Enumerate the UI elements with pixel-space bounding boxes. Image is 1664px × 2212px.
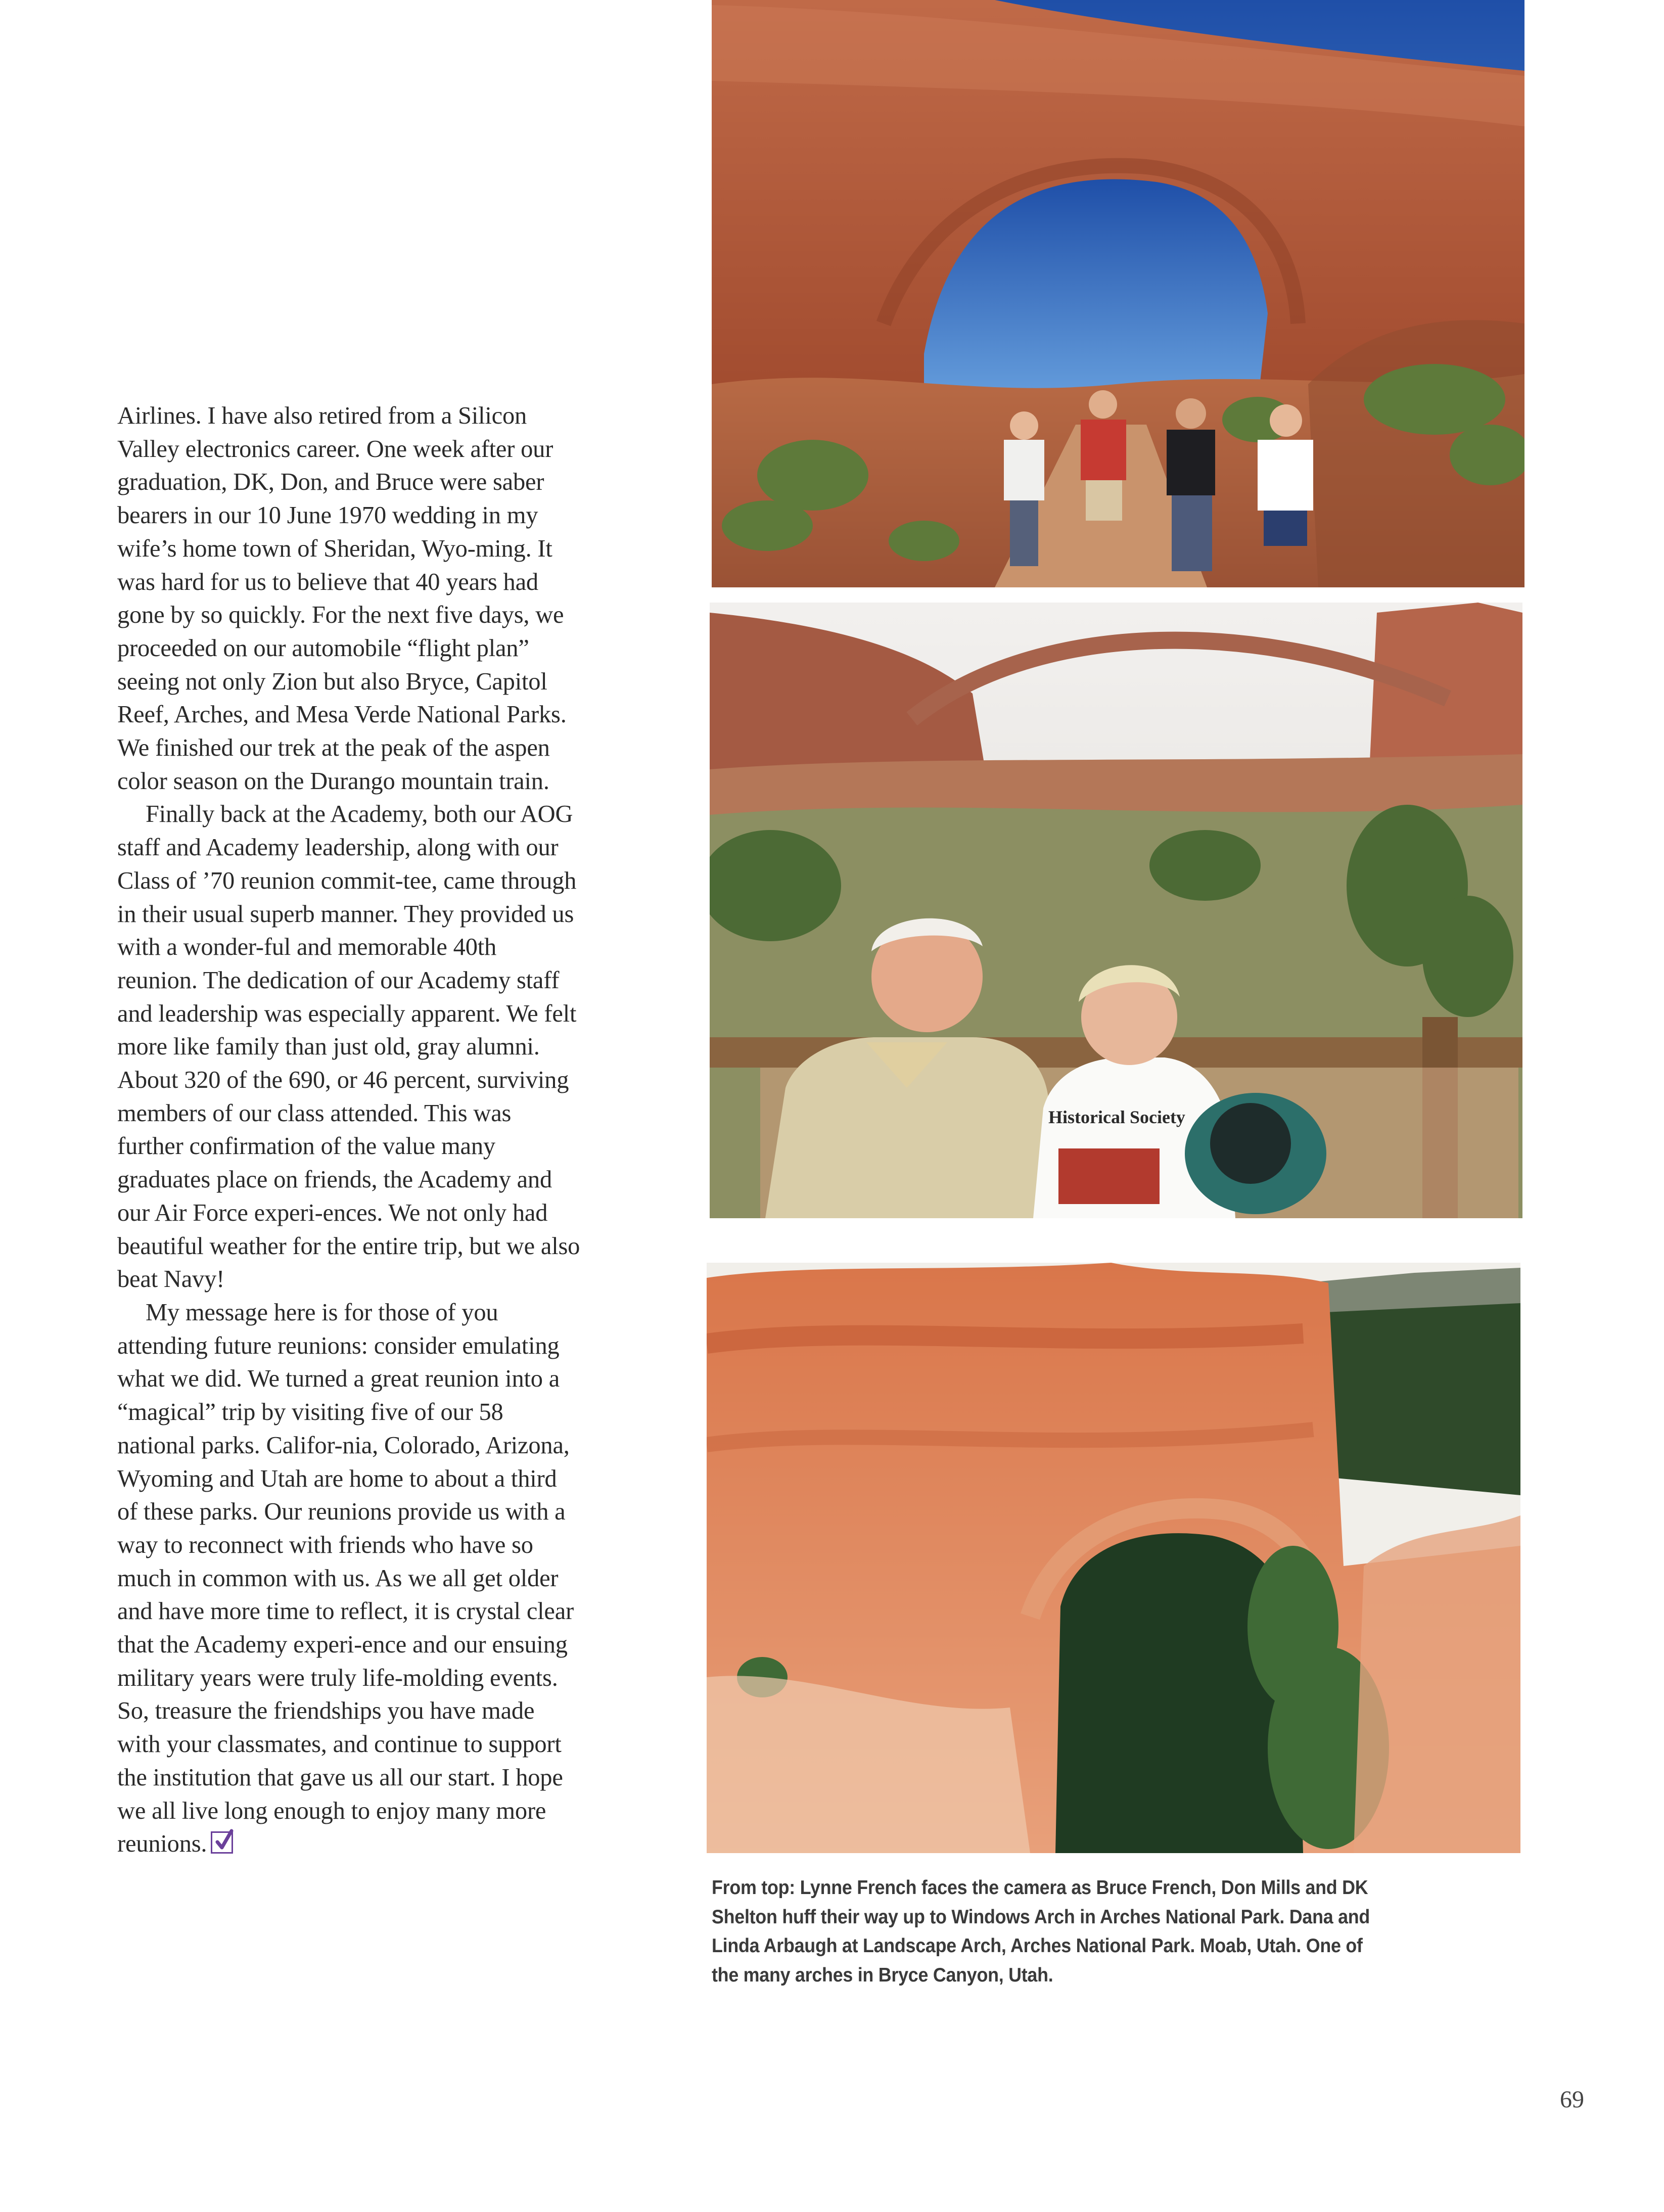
checkbox-check-icon bbox=[211, 1831, 233, 1854]
article-body bbox=[117, 399, 582, 1861]
windows-arch-photo bbox=[712, 0, 1524, 587]
article-paragraph-2: Finally back at the Academy, both our AOG staff and Academy leadership, along with our Class of ’70 reunion commit-tee, came through in their usual superb manner. They provided us with a wonder-ful and memorable 40th reunion. The dedication of our Academy staff and leadership was especially apparent. We felt more like family than just old, gray alumni. About 320 of the 690, or 46 percent, surviving members of our class attended. This was further confirmation of the value many graduates place on friends, the Academy and our Air Force experi-ences. We not only had beautiful weather for the entire trip, but we also beat Navy! bbox=[117, 801, 580, 1293]
article-paragraph-3 bbox=[117, 1296, 582, 1861]
article-paragraph-1: Airlines. I have also retired from a Silicon Valley electronics career. One week after our graduation, DK, Don, and Bruce were saber bearers in our 10 June 1970 wedding in my wife’s home town of Sheridan, Wyo-ming. It was hard for us to believe that 40 years had gone by so quickly. For the next five days, we proceeded on our automobile “flight plan” seeing not only Zion but also Bryce, Capitol Reef, Arches, and Mesa Verde National Parks. We finished our trek at the peak of the aspen color season on the Durango mountain train. bbox=[117, 402, 567, 795]
article-paragraph-3-text: My message here is for those of you attending future reunions: consider emulating what we did. We turned a great reunion into a “magical” trip by visiting five of our 58 national parks. Califor-nia, Colorado, Arizona, Wyoming and Utah are home to about a third of these parks. Our reunions provide us with a way to reconnect with friends who have so much in common with us. As we all get older and have more time to reflect, it is crystal clear that the Academy experi-ence and our ensuing military years were truly life-molding events. So, treasure the friendships you have made with your classmates, and continue to support the institution that gave us all our start. I hope we all live long enough to enjoy many more reunions. bbox=[117, 1299, 574, 1858]
page-number: 69 bbox=[1560, 2086, 1584, 2113]
bryce-canyon-arch-photo bbox=[707, 1263, 1520, 1853]
landscape-arch-photo bbox=[710, 603, 1522, 1218]
shirt-text: Historical Society bbox=[1048, 1107, 1185, 1127]
photo-caption: From top: Lynne French faces the camera as Bruce French, Don Mills and DK Shelton huff their way up to Windows Arch in Arches National Park. Dana and Linda Arbaugh at Landscape Arch, Arches National Park. Moab, Utah. One of the many arches in Bryce Canyon, Utah. bbox=[712, 1877, 1370, 1986]
